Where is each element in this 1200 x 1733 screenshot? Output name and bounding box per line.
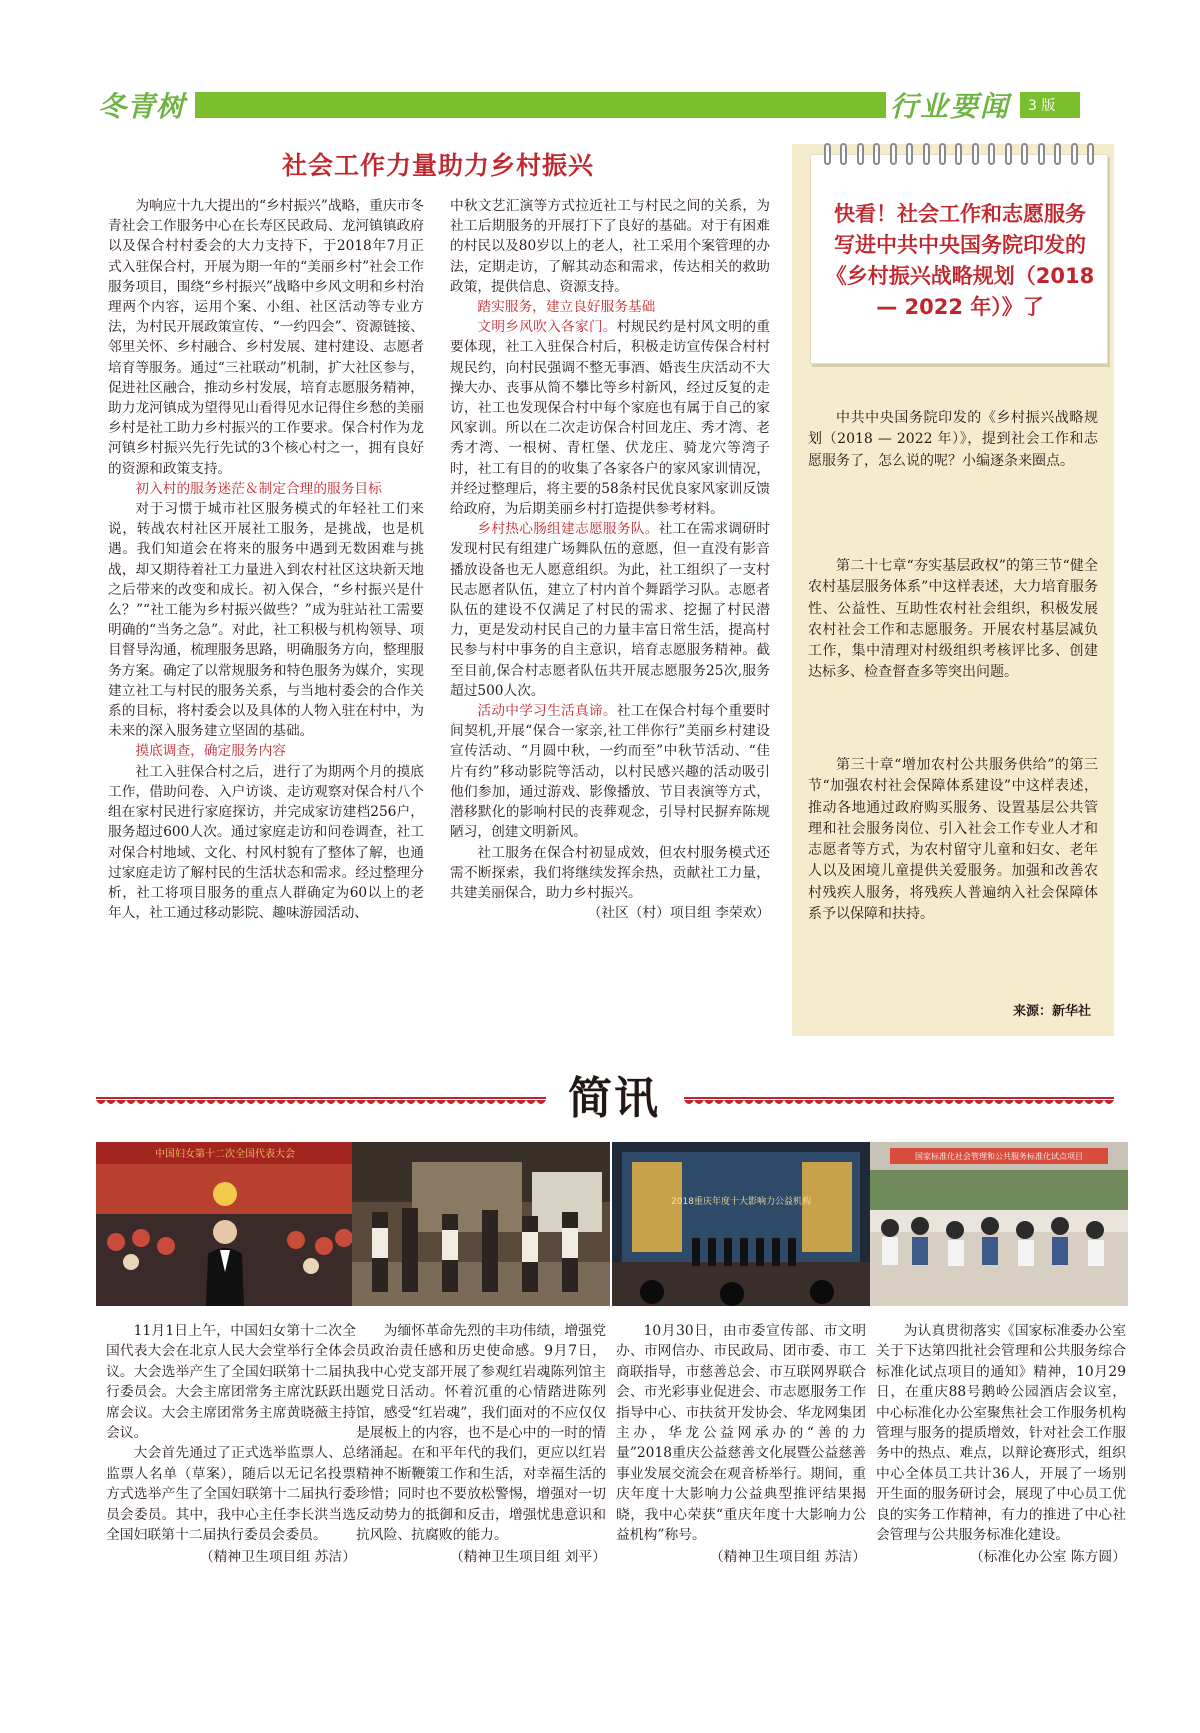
article-paragraph: 社工在保合村每个重要时间契机,开展“保合一家亲,社工伴你行”美丽乡村建设宣传活动、“月圆中秋，一约而至”中秋节活动、“佳片有约”移动影院等活动，以村民感兴趣的活动吸引他们参加，通过游戏、影像播放、节目表演等方式，潜移默化的影响村民的丧葬观念，引导村民摒弃陈规陋习，创建文明新风。: [450, 703, 770, 841]
sidebar-text: 第三十章“增加农村公共服务供给”的第三节“加强农村社会保障体系建设”中这样表述，推动各地通过政府购买服务、设置基层公共管理和社会服务岗位、引入社会工作专业人才和志愿者等方式，为农村留守儿童和妇女、老年人以及困境儿童提供关爱服务。加强和改善农村残疾人服务，将残疾人普遍纳入社会保障体系予以保障和扶持。: [808, 757, 1098, 923]
article-subheading: 初入村的服务迷茫＆制定合理的服务目标: [135, 480, 382, 497]
sidebar-source: 来源：新华社: [1012, 1004, 1091, 1019]
article-paragraph: 村规民约是村风文明的重要体现，社工入驻保合村后，积极走访宣传保合村村规民约，向村民强调不整无事酒、婚丧生庆活动不大操大办、丧事从简不攀比等乡村新风，经过反复的走访，社工也发现保合村中每个家庭也有属于自己的家风家训。所以在二次走访保合村回龙庄、秀才湾、老秀才湾、一根树、青杠堡、伏龙庄、骑龙穴等湾子时，社工有目的的收集了各家各户的家风家训情况，并经过整理后，将主要的58条村民优良家风家训反馈给政府，为后期美丽乡村打造提供参考材料。: [450, 319, 770, 518]
article-paragraph: 社工服务在保合村初显成效，但农村服务模式还需不断探索，我们将继续发挥余热，贡献社工力量，共建美丽保合，助力乡村振兴。: [450, 844, 770, 901]
brief-byline: （精神卫生项目组 苏洁）: [709, 1549, 866, 1566]
news-photo-4: [870, 1142, 1128, 1306]
divider-scallop-left: [96, 1100, 546, 1108]
photo-banner: 国家标准化社会管理和公共服务标准化试点项目: [915, 1152, 1083, 1161]
sidebar-headline: 快看！社会工作和志愿服务写进中共中央国务院印发的《乡村振兴战略规划（2018 — 2022 年）》了: [825, 202, 1095, 319]
sidebar-text: 中共中央国务院印发的《乡村振兴战略规划（2018 — 2022 年）》，提到社会工作和志愿服务了，怎么说的呢？小编逐条来圈点。: [808, 410, 1098, 469]
notebook-card: [810, 154, 1108, 364]
news-brief-3: [616, 1321, 866, 1568]
divider-scallop-right: [684, 1100, 1114, 1108]
brief-paragraph: 10月30日，由市委宣传部、市文明办、市网信办、市民政局、团市委、市工商联指导，市慈善总会、市互联网界联合会、市光彩事业促进会、市志愿服务工作指导中心、市扶贫开发协会、华龙网集团主办，华龙公益网承办的“善的力量”2018重庆公益慈善文化展暨公益慈善事业发展交流会在观音桥举行。期间，重庆年度十大影响力公益典型推评结果揭晓，我中心荣获“重庆年度十大影响力公益机构”称号。: [616, 1323, 866, 1544]
article-paragraph: 社工入驻保合村之后，进行了为期两个月的摸底工作，借助问卷、入户访谈、走访观察对保合村八个组在家村民进行家庭探访，并完成家访建档256户，服务超过600人次。通过家庭走访和问卷调查，社工对保合村地域、文化、村风村貌有了整体了解，也通过家庭走访了解村民的生活状态和需求。经过整理分析，社工将项目服务的重点人群确定为60以上的老年人，社工通过移动影院、趣味游园活动、: [108, 763, 424, 922]
article-column-2: [450, 196, 770, 923]
sidebar-paragraph-3: [808, 755, 1098, 925]
photo-banner: 中国妇女第十二次全国代表大会: [155, 1149, 295, 1160]
news-photo-3: [612, 1142, 870, 1306]
divider-line-left: [96, 1097, 546, 1099]
brief-byline: （标准化办公室 陈方圆）: [969, 1549, 1126, 1566]
masthead-title: 冬青树: [98, 90, 186, 123]
news-brief-2: [356, 1321, 606, 1568]
news-brief-4: [876, 1321, 1126, 1568]
photo-banner: 2018重庆年度十大影响力公益机构: [671, 1197, 811, 1207]
brief-paragraph: 为认真贯彻落实《国家标准委办公室关于下达第四批社会管理和公共服务综合标准化试点项目的通知》精神，10月29日，在重庆88号鹅岭公园酒店会议室，中心标准化办公室聚焦社会工作服务机构管理与服务的提质增效，针对社会工作服务中的热点、难点，以辩论赛形式，组织中心全体员工共计36人，开展了一场别开生面的服务研讨会，展现了中心员工优良的实务工作精神，有力的推进了中心社会管理与公共服务标准化建设。: [876, 1323, 1126, 1544]
article-column-1: [108, 196, 424, 923]
article-paragraph: 对于习惯于城市社区服务模式的年轻社工们来说，转战农村社区开展社工服务，是挑战，也是机遇。我们知道会在将来的服务中遇到无数困难与挑战，却又期待着社工力量进入到农村社区这块新天地之后带来的改变和成长。初入保合，“乡村振兴是什么？”“社工能为乡村振兴做些？”成为驻站社工需要明确的“当务之急”。对此，社工积极与机构领导、项目督导沟通，梳理服务思路，明确服务方向，整理服务方案。确定了以常规服务和特色服务为媒介，实现建立社工与村民的服务关系，与当地村委会的合作关系的目标，将村委会以及具体的人物入驻在村中，为未来的深入服务建立坚固的基础。: [108, 501, 424, 740]
article-paragraph: 为响应十九大提出的“乡村振兴”战略，重庆市冬青社会工作服务中心在长寿区民政局、龙河镇镇政府以及保合村村委会的大力支持下，于2018年7月正式入驻保合村，开展为期一年的“美丽乡村”社会工作服务项目，围绕“乡村振兴”战略中乡风文明和乡村治理两个内容，运用个案、小组、社区活动等专业方法，为村民开展政策宣传、“一约四会”、资源链接、邻里关怀、乡村融合、乡村发展、建村建设、志愿者培育等服务。通过“三社联动”机制，扩大社区参与，促进社区融合，推动乡村发展，培育志愿服务精神，助力龙河镇成为望得见山看得见水记得住乡愁的美丽乡村是社工助力乡村振兴的工作要求。保合村作为龙河镇乡村振兴先行先试的3个核心村之一，拥有良好的资源和政策支持。: [108, 198, 424, 477]
article-lead-phrase: 文明乡风吹入各家门。: [477, 319, 617, 336]
article-subheading: 摸底调查，确定服务内容: [135, 743, 286, 760]
masthead: [96, 86, 195, 124]
news-photo-2: [352, 1142, 610, 1306]
news-photo-1: [96, 1142, 354, 1306]
brief-paragraph: 为缅怀革命先烈的丰功伟绩，增强党员政治责任感和历史使命感。9月7日，我中心党支部开展了参观红岩魂陈列馆主题党日活动。怀着沉重的心情踏进陈列馆，感受“红岩魂”，我们面对的不应仅仅是展板上的内容，也不是心中的一时的情绪涌起。在和平年代的我们，更应以红岩精神不断鞭策工作和生活，对幸福生活的珍惜；同时也不要放松警惕，增强对一切反动势力的抵御和反击，增强忧患意识和抗风险、抗腐败的能力。: [356, 1323, 606, 1544]
divider-line-right: [684, 1097, 1114, 1099]
page-number: 3 版: [1020, 92, 1080, 118]
brief-byline: （精神卫生项目组 苏洁）: [199, 1549, 356, 1566]
article-lead-phrase: 活动中学习生活真谛。: [477, 703, 617, 720]
notebook-rings: [811, 143, 1107, 167]
brief-byline: （精神卫生项目组 刘平）: [449, 1549, 606, 1566]
news-section-title: 简讯: [568, 1073, 660, 1124]
article-subheading: 踏实服务，建立良好服务基础: [477, 299, 656, 316]
section-header: [886, 86, 1112, 124]
sidebar-paragraph-1: [808, 408, 1098, 472]
article-lead-phrase: 乡村热心肠组建志愿服务队。: [477, 521, 659, 538]
article-title: 社会工作力量助力乡村振兴: [281, 151, 594, 180]
news-brief-1: [106, 1321, 356, 1568]
article-paragraph: 社工在需求调研时发现村民有组建广场舞队伍的意愿，但一直没有影音播放设备也无人愿意组织。为此，社工组织了一支村民志愿者队伍，建立了村内首个舞蹈学习队。志愿者队伍的建设不仅满足了村民的需求、挖掘了村民潜力，更是发动村民自己的力量丰富日常生活，提高村民参与村中事务的自主意识，培育志愿服务精神。截至目前,保合村志愿者队伍共开展志愿服务25次,服务超过500人次。: [450, 521, 770, 699]
article-byline: （社区（村）项目组 李荣欢）: [587, 905, 770, 922]
sidebar-text: 第二十七章“夯实基层政权”的第三节“健全农村基层服务体系”中这样表述，大力培育服务性、公益性、互助性农村社会组织，积极发展农村社会工作和志愿服务。开展农村基层减负工作，集中清理对村级组织考核评比多、创建达标多、检查督查多等突出问题。: [808, 558, 1098, 681]
sidebar-paragraph-2: [808, 556, 1098, 684]
section-title: 行业要闻: [890, 90, 1011, 123]
brief-paragraph: 11月1日上午，中国妇女第十二次全国代表大会在北京人民大会堂举行全体会议。大会选举产生了全国妇联第十二届执行委员会。大会主席团常务主席沈跃跃出席会议。大会主席团常务主席黄晓薇主持会议。: [106, 1323, 356, 1442]
brief-paragraph: 大会首先通过了正式选举监票人、总监票人名单（草案），随后以无记名投票方式选举产生了全国妇联第十二届执行委员会委员。其中，我中心主任李长洪当选全国妇联第十二届执行委员会委员。: [106, 1445, 356, 1544]
article-paragraph: 中秋文艺汇演等方式拉近社工与村民之间的关系，为社工后期服务的开展打下了良好的基础。对于有困难的村民以及80岁以上的老人，社工采用个案管理的办法，定期走访，了解其动态和需求，传达相关的救助政策，提供信息、资源支持。: [450, 198, 770, 295]
